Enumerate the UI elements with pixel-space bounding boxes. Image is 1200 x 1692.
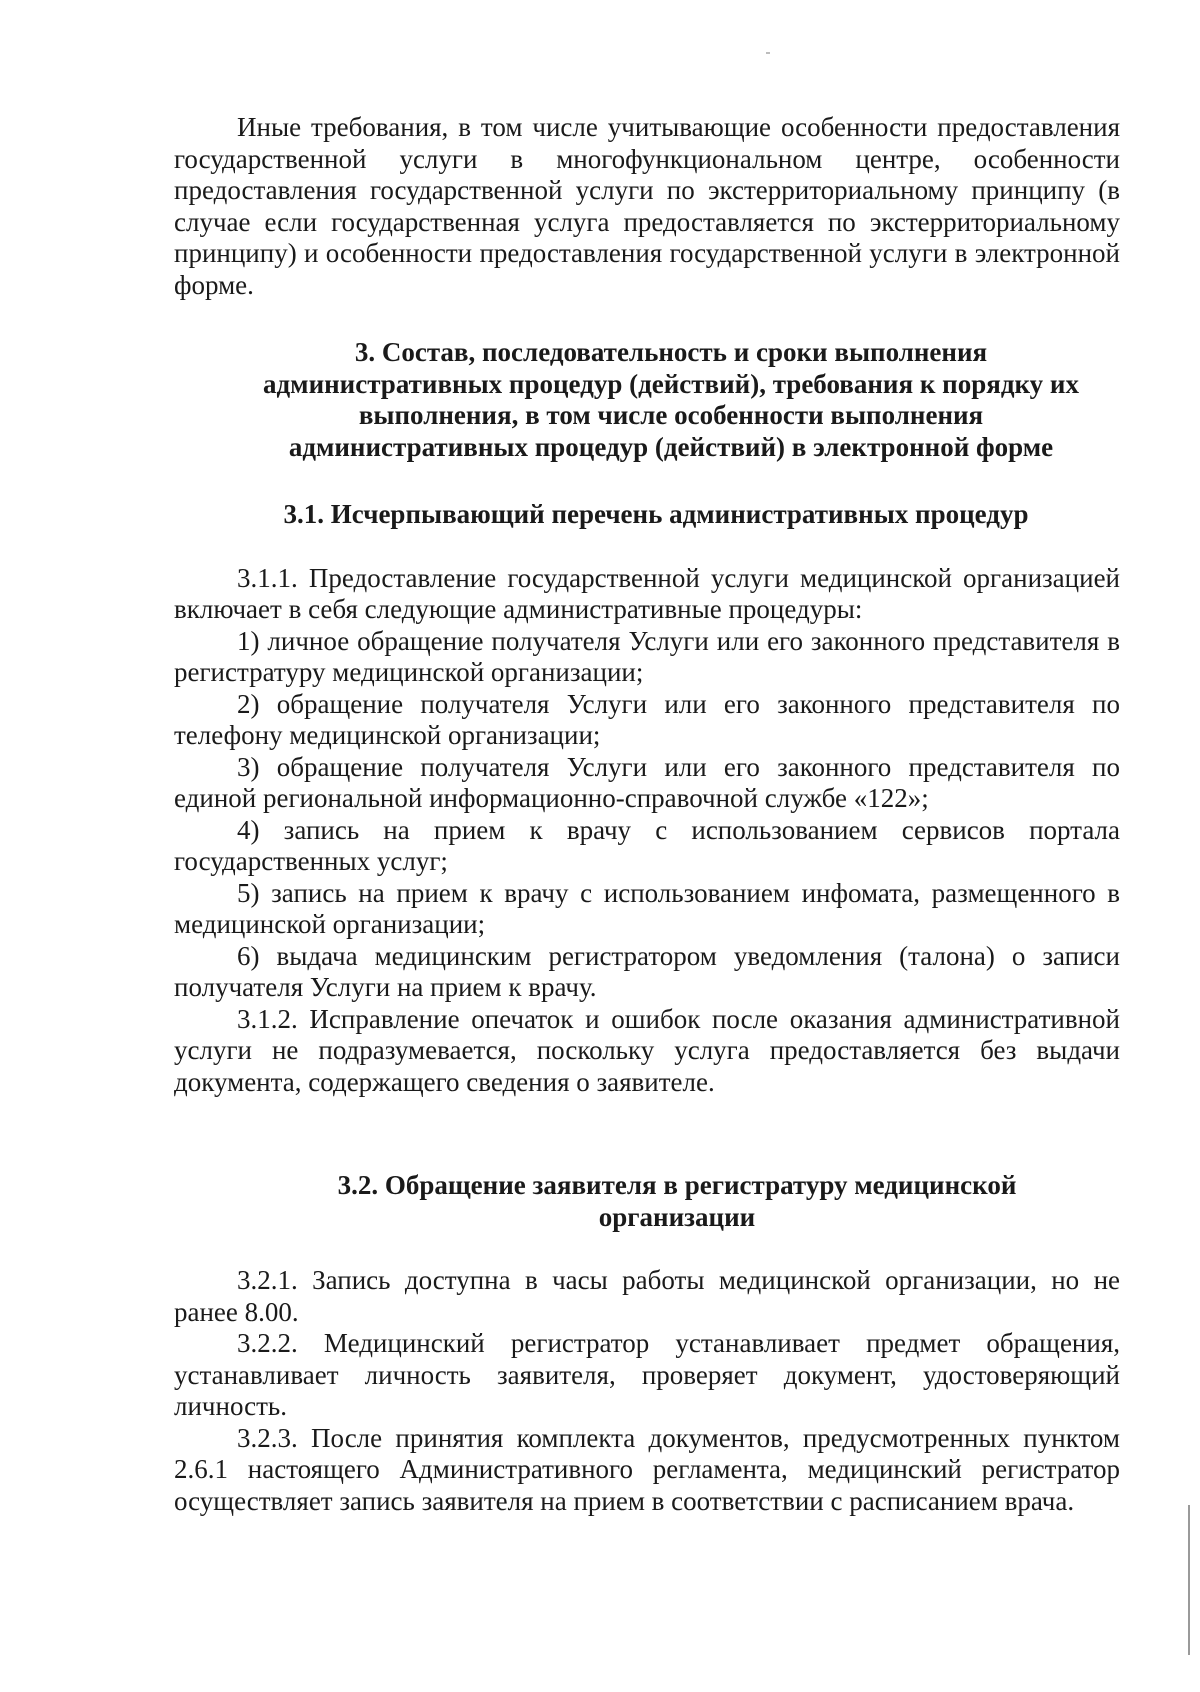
list-item: 2) обращение получателя Услуги или его законного представителя по телефону медицинской организации;: [174, 688, 1120, 750]
list-item: 4) запись на прием к врачу с использованием сервисов портала государственных услуг;: [174, 814, 1120, 876]
intro-paragraph: Иные требования, в том числе учитывающие особенности предоставления государственной услуги в многофункциональном центре, особенности предоставления государственной услуги по экстерриториальному принципу (в случае если государственная услуга предоставляется по экстерриториальному принципу) и особенности предоставления государственной услуги в электронной форме.: [174, 112, 1120, 300]
scan-artifact: [766, 52, 770, 54]
section-3-1-body: [174, 563, 1120, 1099]
scan-edge-mark: [1188, 1505, 1190, 1655]
list-item: 5) запись на прием к врачу с использованием инфомата, размещенного в медицинской организации;: [174, 877, 1120, 939]
paragraph-3-1-2: 3.1.2. Исправление опечаток и ошибок после оказания административной услуги не подразумевается, поскольку услуга предоставляется без выдачи документа, содержащего сведения о заявителе.: [174, 1003, 1120, 1097]
list-item: 6) выдача медицинским регистратором уведомления (талона) о записи получателя Услуги на прием к врачу.: [174, 940, 1120, 1002]
section-3-2-body: [174, 1265, 1120, 1517]
paragraph-3-2-2: 3.2.2. Медицинский регистратор устанавливает предмет обращения, устанавливает личность заявителя, проверяет документ, удостоверяющий личность.: [174, 1328, 1120, 1421]
paragraph-3-1-1: 3.1.1. Предоставление государственной услуги медицинской организацией включает в себя следующие административные процедуры:: [174, 562, 1120, 624]
document-page: [174, 112, 1120, 1517]
paragraph-3-2-1: 3.2.1. Запись доступна в часы работы медицинской организации, но не ранее 8.00.: [174, 1265, 1120, 1327]
section-3-heading: 3. Состав, последовательность и сроки выполнения административных процедур (действий), требования к порядку их выполнения, в том числе особенности выполнения административных процедур (действий) в электронной форме: [263, 337, 1079, 462]
list-item: 3) обращение получателя Услуги или его законного представителя по единой региональной информационно-справочной службе «122»;: [174, 751, 1120, 813]
section-3-2-heading: 3.2. Обращение заявителя в регистратуру медицинской организации: [337, 1170, 1017, 1232]
paragraph-3-2-3: 3.2.3. После принятия комплекта документов, предусмотренных пунктом 2.6.1 настоящего Административного регламента, медицинский регистратор осуществляет запись заявителя на прием в соответствии с расписанием врача.: [174, 1422, 1120, 1516]
list-item: 1) личное обращение получателя Услуги или его законного представителя в регистратуру медицинской организации;: [174, 625, 1120, 687]
section-3-1-heading: 3.1. Исчерпывающий перечень административных процедур: [283, 499, 1029, 529]
